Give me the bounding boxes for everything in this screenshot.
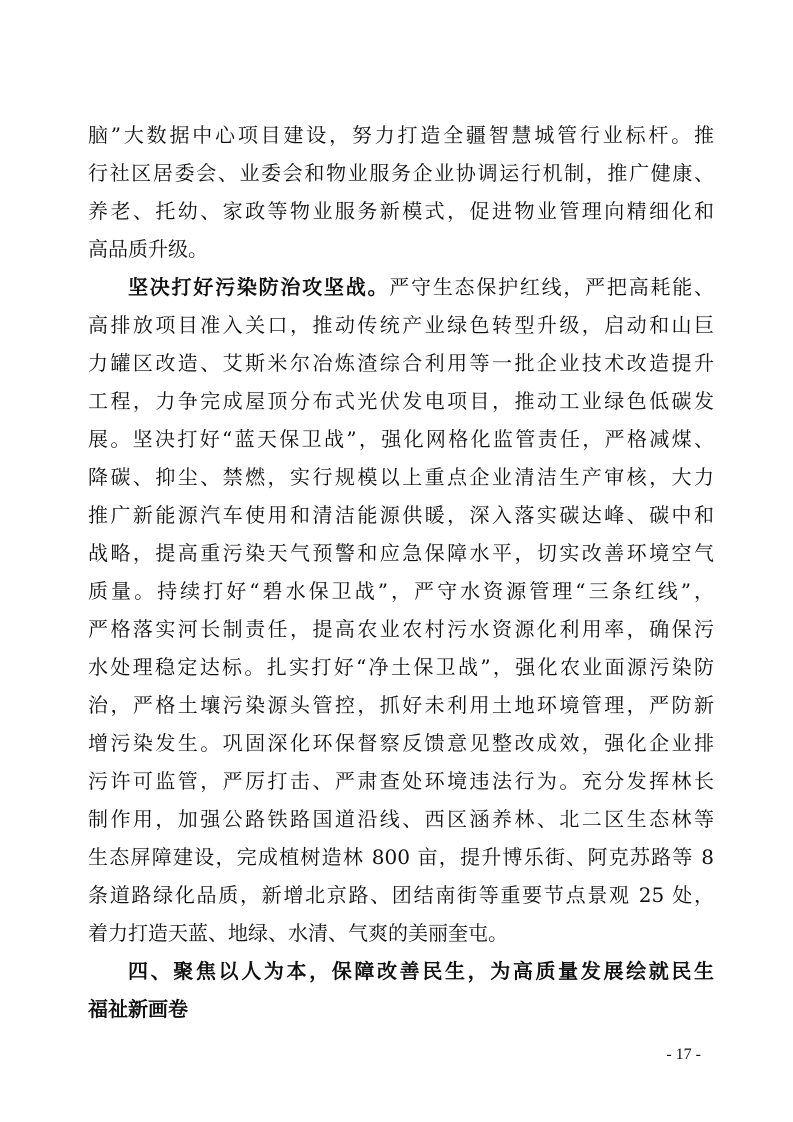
page-number: - 17 - bbox=[666, 1046, 701, 1063]
paragraph-2-line: 严格落实河长制责任，提高农业农村污水资源化利用率，确保污 bbox=[88, 617, 714, 641]
paragraph-2-line: 质量。持续打好“碧水保卫战”，严守水资源管理“三条红线”， bbox=[88, 579, 714, 603]
paragraph-2-line: 力罐区改造、艾斯米尔冶炼渣综合利用等一批企业技术改造提升 bbox=[88, 351, 714, 375]
body-text bbox=[88, 116, 714, 1028]
paragraph-2-line: 降碳、抑尘、禁燃，实行规模以上重点企业清洁生产审核，大力 bbox=[88, 465, 714, 489]
paragraph-2-first-line-text: 严守生态保护红线，严把高耗能、 bbox=[389, 275, 715, 299]
paragraph-2-line: 战略，提高重污染天气预警和应急保障水平，切实改善环境空气 bbox=[88, 541, 714, 565]
paragraph-2-line: 工程，力争完成屋顶分布式光伏发电项目，推动工业绿色低碳发 bbox=[88, 389, 714, 413]
paragraph-1-line: 高品质升级。 bbox=[88, 237, 208, 261]
paragraph-2-line: 生态屏障建设，完成植树造林 800 亩，提升博乐街、阿克苏路等 8 bbox=[88, 845, 714, 869]
paragraph-2-line: 着力打造天蓝、地绿、水清、气爽的美丽奎屯。 bbox=[88, 921, 508, 945]
paragraph-2-line: 增污染发生。巩固深化环保督察反馈意见整改成效，强化企业排 bbox=[88, 731, 714, 755]
paragraph-2-line: 展。坚决打好“蓝天保卫战”，强化网格化监管责任，严格减煤、 bbox=[88, 427, 714, 451]
section-heading-line: 四、聚焦以人为本，保障改善民生，为高质量发展绘就民生 bbox=[128, 959, 714, 983]
paragraph-2-first-line bbox=[88, 268, 714, 306]
paragraph-2-line: 水处理稳定达标。扎实打好“净土保卫战”，强化农业面源污染防 bbox=[88, 655, 714, 679]
section-heading-line: 福祉新画卷 bbox=[88, 997, 188, 1021]
paragraph-2-line: 污许可监管，严厉打击、严肃查处环境违法行为。充分发挥林长 bbox=[88, 769, 714, 793]
paragraph-2-line: 高排放项目准入关口，推动传统产业绿色转型升级，启动和山巨 bbox=[88, 313, 714, 337]
paragraph-1-line: 养老、托幼、家政等物业服务新模式，促进物业管理向精细化和 bbox=[88, 199, 714, 223]
paragraph-1-line: 脑”大数据中心项目建设，努力打造全疆智慧城管行业标杆。推 bbox=[88, 123, 714, 147]
paragraph-2-line: 治，严格土壤污染源头管控，抓好未利用土地环境管理，严防新 bbox=[88, 693, 714, 717]
paragraph-2-line: 推广新能源汽车使用和清洁能源供暖，深入落实碳达峰、碳中和 bbox=[88, 503, 714, 527]
paragraph-2-heading: 坚决打好污染防治攻坚战。 bbox=[128, 275, 390, 299]
paragraph-2-line: 制作用，加强公路铁路国道沿线、西区涵养林、北二区生态林等 bbox=[88, 807, 714, 831]
paragraph-1-line: 行社区居委会、业委会和物业服务企业协调运行机制，推广健康、 bbox=[88, 161, 714, 185]
paragraph-2-line: 条道路绿化品质，新增北京路、团结南街等重要节点景观 25 处， bbox=[88, 883, 714, 907]
